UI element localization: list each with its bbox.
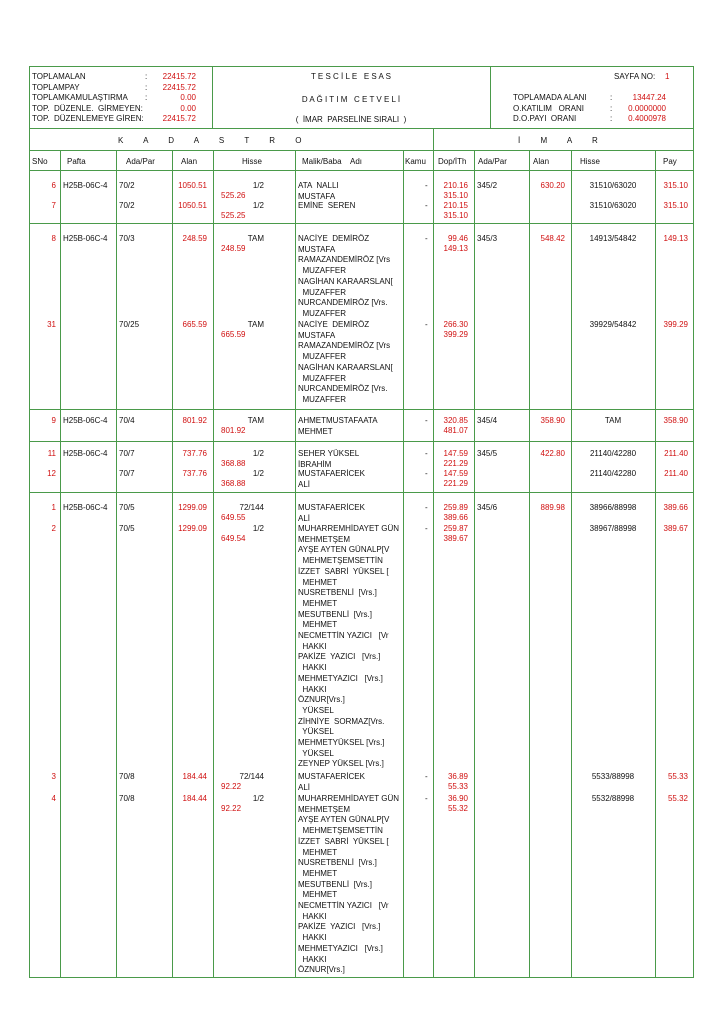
column-divider xyxy=(474,150,475,978)
row-malik-line: NUSRETBENLİ [Vrs.] xyxy=(298,858,377,868)
col-alan: Alan xyxy=(181,157,198,166)
row-malik-line: ATA NALLI xyxy=(298,181,339,190)
row-malik-line: NACİYE DEMİRÖZ xyxy=(298,234,370,243)
row-alan: 184.44 xyxy=(182,772,207,781)
row-kamu: - xyxy=(425,449,428,458)
row-hisse-value: 368.88 xyxy=(221,479,246,488)
row-imar-hisse: 39929/54842 xyxy=(589,320,637,329)
row-pay: 55.33 xyxy=(667,772,688,781)
col-kamu: Kamu xyxy=(405,157,426,166)
summary-value: 0.4000978 xyxy=(628,114,666,123)
row-hisse: TAM xyxy=(247,234,264,243)
row-malik-line: MEHMET xyxy=(298,620,338,630)
row-hisse-value: 92.22 xyxy=(221,782,242,791)
row-malik-line: ALİ xyxy=(298,513,311,523)
group-separator xyxy=(29,492,694,493)
row-malik-line: MEHMETŞEMSETTİN xyxy=(298,826,383,836)
row-alan: 1299.09 xyxy=(178,503,207,512)
row-pay: 315.10 xyxy=(663,181,688,190)
col-imar-hisse: Hisse xyxy=(580,157,601,166)
summary-label: TOP. DÜZENLEMEYE GİREN: xyxy=(32,114,144,123)
row-imar-hisse: 31510/63020 xyxy=(589,201,637,210)
row-dop-value: 221.29 xyxy=(443,479,468,488)
row-malik-line: MUSTAFA xyxy=(298,191,336,201)
row-malik-line: ALİ xyxy=(298,782,311,792)
row-adapar: 70/3 xyxy=(119,234,135,243)
row-alan: 184.44 xyxy=(182,794,207,803)
summary-value: 22415.72 xyxy=(162,82,196,92)
summary-label: TOPLAMPAY xyxy=(32,82,80,92)
row-malik-line: NAGİHAN KARAARSLAN[ xyxy=(298,362,393,372)
row-malik-line: EMİNE SEREN xyxy=(298,201,356,210)
summary-sep: : xyxy=(610,93,613,102)
row-alan: 665.59 xyxy=(182,320,207,329)
row-malik-line: ÖZNUR[Vrs.] xyxy=(298,965,345,975)
row-kamu: - xyxy=(425,469,428,478)
row-pay: 315.10 xyxy=(663,201,688,210)
row-imar-alan: 422.80 xyxy=(540,449,565,458)
row-adapar: 70/8 xyxy=(119,772,135,781)
row-pafta: H25B-06C-4 xyxy=(63,503,108,512)
row-alan: 1050.51 xyxy=(178,181,207,190)
row-hisse: TAM xyxy=(247,320,264,329)
row-hisse: 1/2 xyxy=(252,524,264,533)
row-sno: 2 xyxy=(51,524,56,533)
page-number-value: 1 xyxy=(665,72,670,81)
row-dop-value: 399.29 xyxy=(443,330,468,339)
col-pafta: Pafta xyxy=(67,157,86,166)
row-dop-value: 315.10 xyxy=(443,191,468,200)
row-malik-line: MUZAFFER xyxy=(298,394,346,404)
row-hisse-value: 368.88 xyxy=(221,459,246,468)
row-imar-hisse: 21140/42280 xyxy=(589,449,637,458)
row-alan: 737.76 xyxy=(182,469,207,478)
row-malik-line: AHMETMUSTAFAATA xyxy=(298,416,378,425)
section-kadastro: K A D A S T R O xyxy=(118,136,311,145)
row-imar-hisse: 14913/54842 xyxy=(589,234,637,243)
summary-value: 22415.72 xyxy=(162,72,196,81)
row-sno: 9 xyxy=(51,416,56,425)
row-hisse-value: 801.92 xyxy=(221,426,246,435)
row-malik-line: NUSRETBENLİ [Vrs.] xyxy=(298,588,377,598)
row-adapar: 70/5 xyxy=(119,503,135,512)
column-divider xyxy=(213,150,214,978)
row-hisse-value: 649.54 xyxy=(221,534,246,543)
summary-label: TOPLAMADA ALANI xyxy=(513,93,587,102)
row-dop-value: 315.10 xyxy=(443,211,468,220)
row-malik-line: PAKİZE YAZICI [Vrs.] xyxy=(298,922,381,932)
row-dop-value: 36.89 xyxy=(447,772,468,781)
row-malik-line: MEHMETŞEM xyxy=(298,804,350,814)
summary-sep: : xyxy=(145,82,148,92)
column-header-line xyxy=(29,170,694,171)
row-dop-value: 389.66 xyxy=(443,513,468,522)
row-malik-line: NAGİHAN KARAARSLAN[ xyxy=(298,276,393,286)
column-divider xyxy=(116,150,117,978)
row-malik-line: ZEYNEP YÜKSEL [Vrs.] xyxy=(298,759,384,769)
row-pay: 211.40 xyxy=(664,449,688,458)
group-separator xyxy=(29,409,694,410)
row-malik-line: İZZET SABRİ YÜKSEL [ xyxy=(298,836,389,846)
row-dop-value: 36.90 xyxy=(447,794,468,803)
row-malik-line: MEHMETŞEMSETTİN xyxy=(298,556,383,566)
row-adapar: 70/25 xyxy=(119,320,140,329)
row-kamu: - xyxy=(425,524,428,533)
row-imar-alan: 630.20 xyxy=(540,181,565,190)
row-dop-value: 55.33 xyxy=(447,782,468,791)
row-dop-value: 147.59 xyxy=(443,469,468,478)
row-pafta: H25B-06C-4 xyxy=(63,449,108,458)
row-dop-value: 259.89 xyxy=(443,503,468,512)
row-hisse: 72/144 xyxy=(239,503,264,512)
row-malik-line: MEHMET xyxy=(298,847,338,857)
row-kamu: - xyxy=(425,503,428,512)
row-hisse-value: 525.26 xyxy=(221,191,246,200)
row-alan: 737.76 xyxy=(182,449,207,458)
report-sort-note: ( İMAR PARSELİNE SIRALI ) xyxy=(295,115,407,124)
row-pafta: H25B-06C-4 xyxy=(63,234,108,243)
row-pay: 149.13 xyxy=(663,234,688,243)
row-adapar: 70/2 xyxy=(119,181,135,190)
row-malik-line: MUHARREMHİDAYET GÜN xyxy=(298,524,400,533)
column-divider xyxy=(529,150,530,978)
summary-sep: : xyxy=(610,103,613,113)
column-divider xyxy=(571,150,572,978)
row-dop-value: 55.32 xyxy=(447,804,468,813)
row-adapar: 70/7 xyxy=(119,469,135,478)
row-malik-line: MUZAFFER xyxy=(298,308,346,318)
row-malik-line: MEHMETYÜKSEL [Vrs.] xyxy=(298,738,385,747)
row-sno: 1 xyxy=(51,503,56,512)
row-adapar: 70/2 xyxy=(119,201,135,210)
row-malik-line: HAKKI xyxy=(298,684,327,694)
group-separator xyxy=(29,223,694,224)
row-pay: 211.40 xyxy=(664,469,688,478)
row-malik-line: MUSTAFA xyxy=(298,244,336,254)
row-malik-line: MEHMET xyxy=(298,868,338,878)
row-malik-line: HAKKI xyxy=(298,933,327,943)
header-divider-right xyxy=(490,66,491,128)
col-sno: SNo xyxy=(32,157,48,166)
row-hisse: TAM xyxy=(247,416,264,425)
row-hisse-value: 248.59 xyxy=(221,244,246,253)
report-title: T E S C İ L E E S A S xyxy=(310,72,392,81)
col-pay: Pay xyxy=(663,157,677,166)
section-header-line xyxy=(29,150,694,151)
row-alan: 1050.51 xyxy=(178,201,207,210)
row-imar-hisse: 38966/88998 xyxy=(589,503,637,512)
row-sno: 4 xyxy=(51,794,56,803)
row-dop-value: 147.59 xyxy=(443,449,468,458)
row-hisse-value: 92.22 xyxy=(221,804,242,813)
row-imar-alan: 358.90 xyxy=(540,416,565,425)
row-dop-value: 210.16 xyxy=(443,181,468,190)
row-sno: 7 xyxy=(51,201,56,210)
column-divider xyxy=(403,150,404,978)
row-hisse-value: 665.59 xyxy=(221,330,246,339)
row-imar-alan: 548.42 xyxy=(540,234,565,243)
summary-sep: : xyxy=(145,72,148,81)
row-hisse: 1/2 xyxy=(252,449,264,458)
row-malik-line: HAKKI xyxy=(298,954,327,964)
row-imar-hisse: 5532/88998 xyxy=(591,794,635,803)
column-divider xyxy=(655,150,656,978)
row-malik-line: RAMAZANDEMİRÖZ [Vrs xyxy=(298,341,391,351)
row-adapar: 70/7 xyxy=(119,449,135,458)
row-sno: 31 xyxy=(47,320,56,329)
row-sno: 11 xyxy=(47,449,56,458)
row-malik-line: MUZAFFER xyxy=(298,287,346,297)
row-hisse: 1/2 xyxy=(252,201,264,210)
row-malik-line: MESUTBENLİ [Vrs.] xyxy=(298,609,372,619)
page-number-label: SAYFA NO: xyxy=(614,72,656,81)
row-pafta: H25B-06C-4 xyxy=(63,416,108,425)
row-malik-line: ÖZNUR[Vrs.] xyxy=(298,695,345,705)
row-malik-line: MEHMET xyxy=(298,890,338,900)
row-hisse: 72/144 xyxy=(239,772,264,781)
row-hisse-value: 649.55 xyxy=(221,513,246,522)
row-imar-adapar: 345/3 xyxy=(477,234,498,243)
row-dop-value: 259.87 xyxy=(443,524,468,533)
row-malik-line: MUSTAFAERİCEK xyxy=(298,503,365,512)
summary-value: 22415.72 xyxy=(162,114,196,123)
row-hisse: 1/2 xyxy=(252,469,264,478)
col-dop: Dop/İTh xyxy=(438,157,467,166)
row-malik-line: SEHER YÜKSEL xyxy=(298,449,360,458)
summary-value: 0.0000000 xyxy=(628,103,666,113)
group-separator xyxy=(29,441,694,442)
row-malik-line: AYŞE AYTEN GÜNALP[V xyxy=(298,545,390,555)
row-kamu: - xyxy=(425,794,428,803)
row-malik-line: MUZAFFER xyxy=(298,352,346,362)
row-malik-line: MEHMETYAZICI [Vrs.] xyxy=(298,673,383,683)
row-imar-hisse: 21140/42280 xyxy=(589,469,637,478)
row-malik-line: MEHMETYAZICI [Vrs.] xyxy=(298,943,383,953)
row-adapar: 70/5 xyxy=(119,524,135,533)
row-malik-line: ALİ xyxy=(298,479,311,489)
row-imar-alan: 889.98 xyxy=(540,503,565,512)
row-malik-line: NECMETTİN YAZICI [Vr xyxy=(298,901,389,910)
row-kamu: - xyxy=(425,772,428,781)
col-adapar: Ada/Par xyxy=(126,157,155,166)
row-alan: 801.92 xyxy=(182,416,207,425)
row-malik-line: ZİHNİYE SORMAZ[Vrs. xyxy=(298,716,385,726)
row-malik-line: YÜKSEL xyxy=(298,727,334,737)
row-imar-adapar: 345/6 xyxy=(477,503,498,512)
summary-value: 0.00 xyxy=(180,93,196,102)
row-malik-line: MUSTAFAERİCEK xyxy=(298,469,365,478)
row-imar-adapar: 345/5 xyxy=(477,449,498,458)
row-kamu: - xyxy=(425,181,428,190)
row-hisse-value: 525.25 xyxy=(221,211,246,220)
row-malik-line: MUSTAFAERİCEK xyxy=(298,772,365,781)
row-dop-value: 221.29 xyxy=(443,459,468,468)
row-malik-line: RAMAZANDEMİRÖZ [Vrs xyxy=(298,255,391,265)
row-sno: 8 xyxy=(51,234,56,243)
row-dop-value: 389.67 xyxy=(443,534,468,543)
row-malik-line: AYŞE AYTEN GÜNALP[V xyxy=(298,815,390,825)
row-kamu: - xyxy=(425,320,428,329)
summary-label: TOPLAMALAN xyxy=(32,72,86,81)
report-subtitle: D A Ğ I T I M C E T V E L İ xyxy=(301,95,401,104)
row-adapar: 70/8 xyxy=(119,794,135,803)
row-malik-line: MEHMET xyxy=(298,426,333,436)
row-hisse: 1/2 xyxy=(252,181,264,190)
row-malik-line: NECMETTİN YAZICI [Vr xyxy=(298,631,389,640)
row-dop-value: 210.15 xyxy=(443,201,468,210)
row-imar-hisse: 31510/63020 xyxy=(589,181,637,190)
row-imar-adapar: 345/4 xyxy=(477,416,498,425)
row-malik-line: İBRAHİM xyxy=(298,459,332,469)
summary-label: TOP. DÜZENLE. GİRMEYEN: xyxy=(32,103,143,113)
row-sno: 12 xyxy=(47,469,56,478)
header-bottom-line xyxy=(29,128,694,129)
row-malik-line: NURCANDEMİRÖZ [Vrs. xyxy=(298,384,388,394)
row-pay: 389.66 xyxy=(663,503,688,512)
row-malik-line: NURCANDEMİRÖZ [Vrs. xyxy=(298,298,388,308)
row-kamu: - xyxy=(425,234,428,243)
row-dop-value: 266.30 xyxy=(443,320,468,329)
row-imar-hisse: 38967/88998 xyxy=(589,524,637,533)
row-pay: 399.29 xyxy=(663,320,688,329)
summary-label: O.KATILIM ORANI xyxy=(513,103,584,113)
row-malik-line: MUZAFFER xyxy=(298,266,346,276)
row-imar-hisse: 5533/88998 xyxy=(591,772,635,781)
summary-value: 13447.24 xyxy=(632,93,666,102)
column-divider xyxy=(60,150,61,978)
row-malik-line: İZZET SABRİ YÜKSEL [ xyxy=(298,566,389,576)
row-alan: 1299.09 xyxy=(178,524,207,533)
row-pay: 358.90 xyxy=(663,416,688,425)
row-alan: 248.59 xyxy=(182,234,207,243)
row-pay: 389.67 xyxy=(663,524,688,533)
row-dop-value: 99.46 xyxy=(447,234,468,243)
col-malik: Malik/Baba Adı xyxy=(302,157,363,166)
summary-label: D.O.PAYI ORANI xyxy=(513,114,577,123)
row-sno: 6 xyxy=(51,181,56,190)
summary-sep: : xyxy=(145,93,148,102)
row-malik-line: NACİYE DEMİRÖZ xyxy=(298,320,370,329)
row-malik-line: YÜKSEL xyxy=(298,748,334,758)
row-malik-line: MEHMET xyxy=(298,577,338,587)
summary-sep: : xyxy=(610,114,613,123)
row-malik-line: MUZAFFER xyxy=(298,373,346,383)
row-adapar: 70/4 xyxy=(119,416,135,425)
column-divider xyxy=(295,150,296,978)
row-kamu: - xyxy=(425,201,428,210)
col-imar-adapar: Ada/Par xyxy=(478,157,507,166)
row-kamu: - xyxy=(425,416,428,425)
col-hisse: Hisse xyxy=(242,157,263,166)
row-dop-value: 481.07 xyxy=(443,426,468,435)
summary-value: 0.00 xyxy=(180,103,196,113)
row-malik-line: HAKKI xyxy=(298,641,327,651)
col-imar-alan: Alan xyxy=(533,157,550,166)
row-malik-line: PAKİZE YAZICI [Vrs.] xyxy=(298,652,381,662)
row-imar-adapar: 345/2 xyxy=(477,181,498,190)
row-pay: 55.32 xyxy=(667,794,688,803)
row-hisse: 1/2 xyxy=(252,794,264,803)
row-sno: 3 xyxy=(51,772,56,781)
section-divider xyxy=(433,128,434,150)
row-imar-hisse: TAM xyxy=(604,416,622,425)
summary-label: TOPLAMKAMULAŞTIRMA xyxy=(32,93,128,102)
row-malik-line: MESUTBENLİ [Vrs.] xyxy=(298,879,372,889)
row-malik-line: YÜKSEL xyxy=(298,705,334,715)
section-imar: İ M A R xyxy=(518,136,607,145)
column-divider xyxy=(172,150,173,978)
column-divider xyxy=(433,150,434,978)
row-malik-line: MEHMETŞEM xyxy=(298,534,350,544)
row-pafta: H25B-06C-4 xyxy=(63,181,108,190)
row-malik-line: MUHARREMHİDAYET GÜN xyxy=(298,794,400,803)
row-malik-line: HAKKI xyxy=(298,911,327,921)
row-malik-line: MEHMET xyxy=(298,598,338,608)
row-malik-line: HAKKI xyxy=(298,663,327,673)
row-dop-value: 149.13 xyxy=(443,244,468,253)
row-dop-value: 320.85 xyxy=(443,416,468,425)
row-malik-line: MUSTAFA xyxy=(298,330,336,340)
